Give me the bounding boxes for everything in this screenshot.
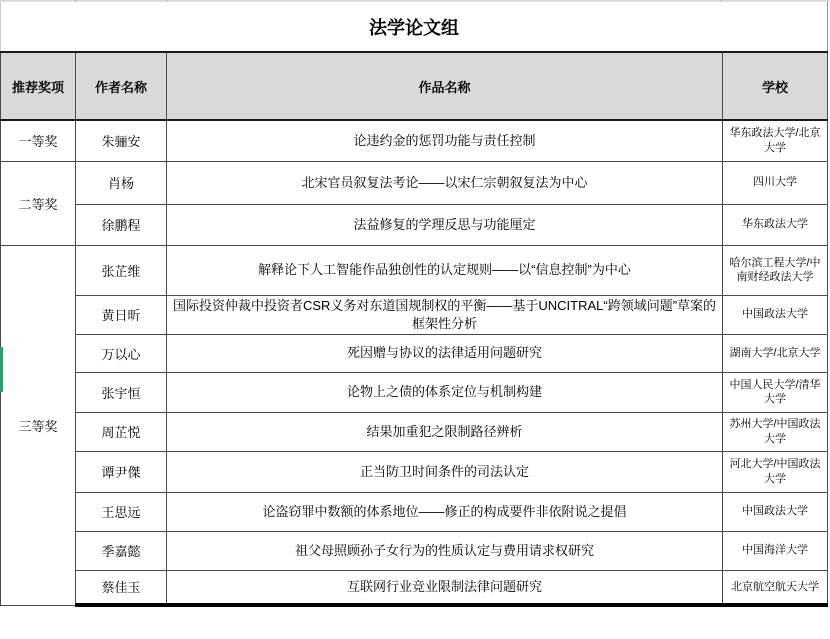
title-row [1, 2, 828, 53]
table-row [1, 120, 828, 161]
table-row [1, 570, 828, 605]
work-cell: 论物上之债的体系定位与机制构建 [167, 372, 723, 412]
author-cell: 季嘉懿 [76, 531, 167, 570]
school-cell: 河北大学/中国政法大学 [723, 451, 828, 492]
table-row [1, 451, 828, 492]
table-row [1, 295, 828, 334]
work-cell: 正当防卫时间条件的司法认定 [167, 451, 723, 492]
school-cell: 苏州大学/中国政法大学 [723, 412, 828, 451]
author-cell: 张芷维 [76, 245, 167, 295]
author-cell: 张宇恒 [76, 372, 167, 412]
column-header-author: 作者名称 [76, 52, 167, 120]
author-cell: 谭尹傑 [76, 451, 167, 492]
author-cell: 徐鹏程 [76, 204, 167, 245]
award-cell: 一等奖 [1, 120, 76, 161]
author-cell: 肖杨 [76, 161, 167, 204]
table-row [1, 531, 828, 570]
school-cell: 华东政法大学/北京大学 [723, 120, 828, 161]
work-cell: 国际投资仲裁中投资者CSR义务对东道国规制权的平衡——基于UNCITRAL“跨领域问题”草案的框架性分析 [167, 295, 723, 334]
column-header-work: 作品名称 [167, 52, 723, 120]
author-cell: 王思远 [76, 492, 167, 531]
column-header-school: 学校 [723, 52, 828, 120]
page-title: 法学论文组 [1, 2, 828, 53]
table-row [1, 204, 828, 245]
table-row [1, 372, 828, 412]
author-cell: 蔡佳玉 [76, 570, 167, 605]
work-cell: 死因赠与协议的法律适用问题研究 [167, 334, 723, 372]
award-cell: 二等奖 [1, 161, 76, 245]
author-cell: 黄日昕 [76, 295, 167, 334]
school-cell: 北京航空航天大学 [723, 570, 828, 605]
work-cell: 法益修复的学理反思与功能厘定 [167, 204, 723, 245]
row-selection-indicator [0, 347, 3, 392]
work-cell: 祖父母照顾孙子女行为的性质认定与费用请求权研究 [167, 531, 723, 570]
award-table [0, 1, 828, 607]
work-cell: 北宋官员叙复法考论——以宋仁宗朝叙复法为中心 [167, 161, 723, 204]
school-cell: 哈尔滨工程大学/中南财经政法大学 [723, 245, 828, 295]
work-cell: 解释论下人工智能作品独创性的认定规则——以“信息控制”为中心 [167, 245, 723, 295]
column-header-award: 推荐奖项 [1, 52, 76, 120]
table-row [1, 492, 828, 531]
school-cell: 中国人民大学/清华大学 [723, 372, 828, 412]
work-cell: 结果加重犯之限制路径辨析 [167, 412, 723, 451]
author-cell: 朱骊安 [76, 120, 167, 161]
table-row [1, 412, 828, 451]
author-cell: 周芷悦 [76, 412, 167, 451]
author-cell: 万以心 [76, 334, 167, 372]
school-cell: 中国海洋大学 [723, 531, 828, 570]
school-cell: 中国政法大学 [723, 295, 828, 334]
school-cell: 华东政法大学 [723, 204, 828, 245]
school-cell: 湖南大学/北京大学 [723, 334, 828, 372]
school-cell: 四川大学 [723, 161, 828, 204]
award-cell: 三等奖 [1, 245, 76, 605]
table-row [1, 161, 828, 204]
school-cell: 中国政法大学 [723, 492, 828, 531]
header-row [1, 52, 828, 120]
work-cell: 论违约金的惩罚功能与责任控制 [167, 120, 723, 161]
table-row [1, 334, 828, 372]
work-cell: 论盗窃罪中数额的体系地位——修正的构成要件非依附说之提倡 [167, 492, 723, 531]
table-row [1, 245, 828, 295]
work-cell: 互联网行业竞业限制法律问题研究 [167, 570, 723, 605]
